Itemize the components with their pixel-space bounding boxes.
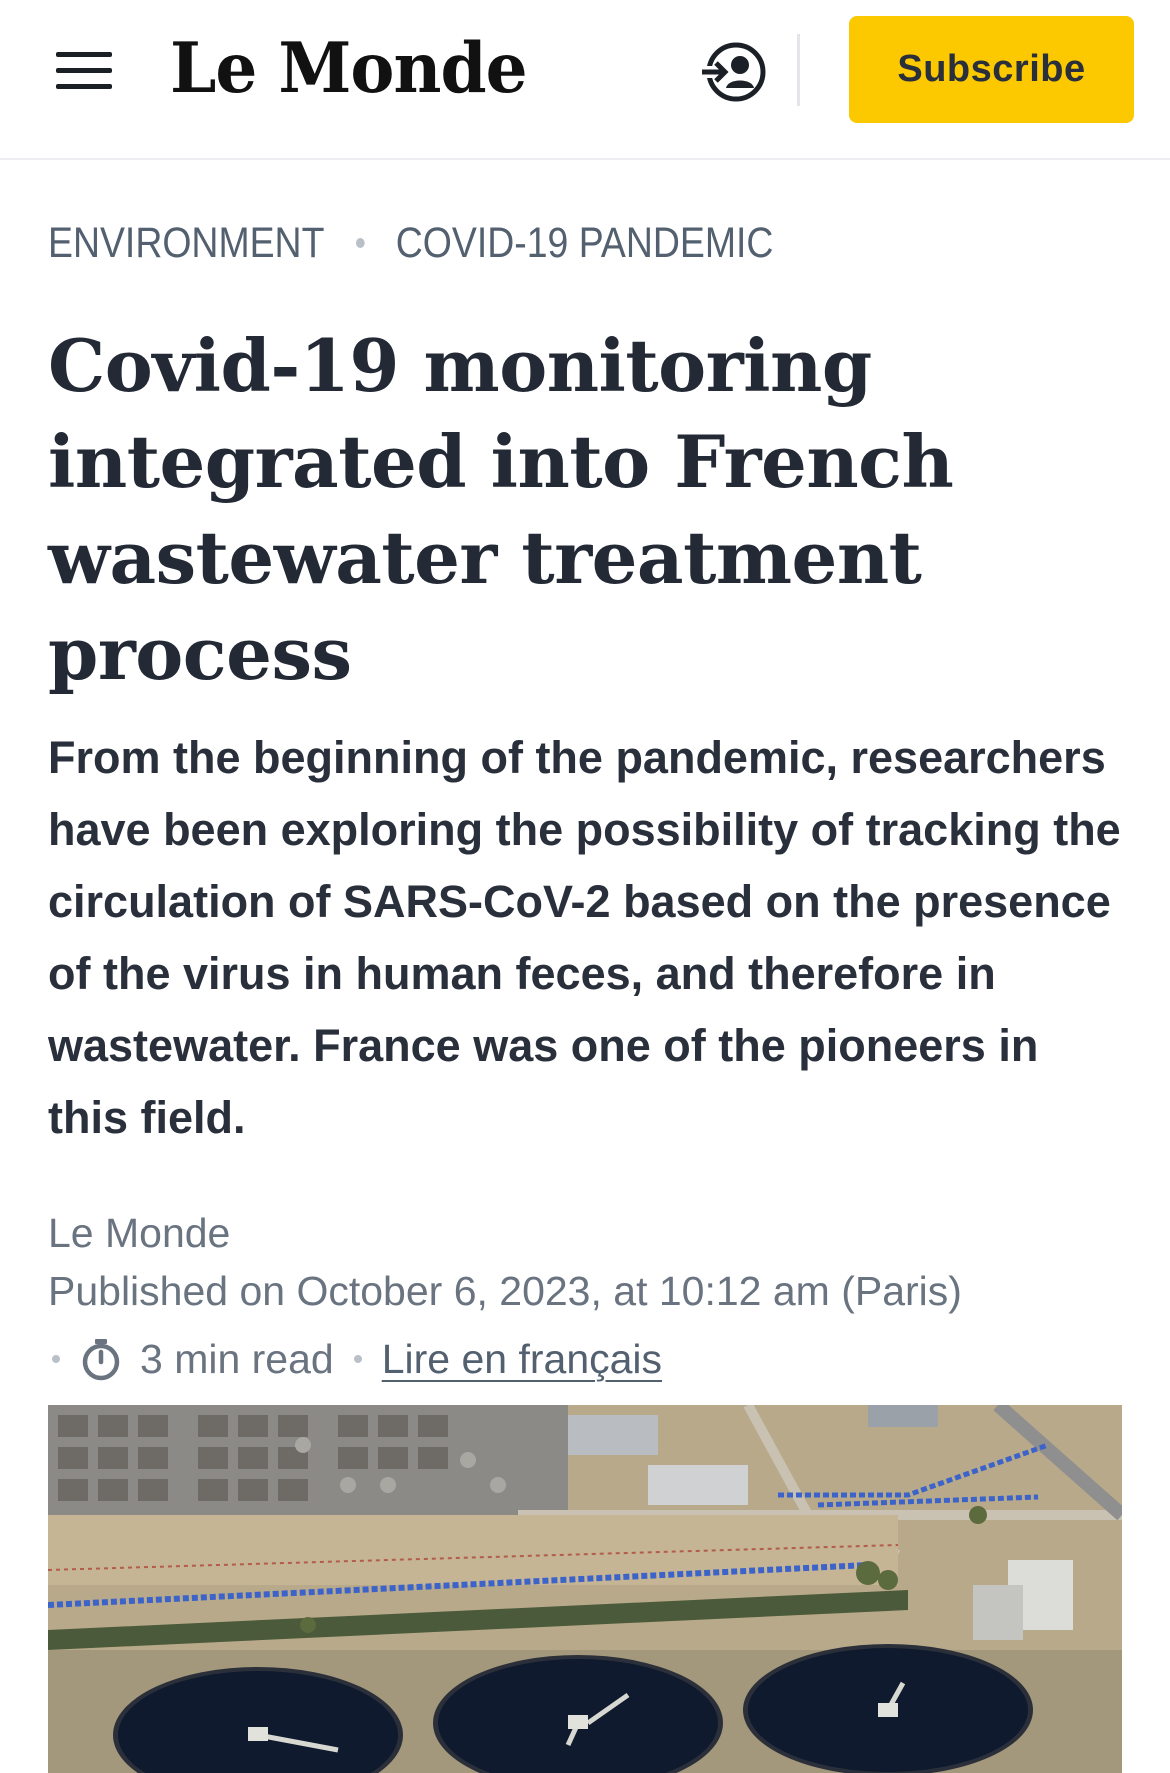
read-time: 3 min read: [140, 1335, 334, 1382]
tag-environment[interactable]: ENVIRONMENT: [48, 218, 325, 267]
publish-date: Published on October 6, 2023, at 10:12 am (Paris): [48, 1268, 962, 1314]
stopwatch-icon: [80, 1337, 122, 1381]
breadcrumb: [48, 218, 773, 268]
meta-row: [48, 1321, 1128, 1397]
subscribe-button[interactable]: Subscribe: [849, 16, 1134, 123]
meta-separator: [52, 1355, 60, 1363]
article-title: Covid-19 monitoring integrated into French wastewater treatment process: [48, 323, 954, 696]
meta-separator: [354, 1355, 362, 1363]
login-account-icon[interactable]: [698, 36, 770, 108]
header-divider: [797, 34, 800, 106]
tag-separator: [356, 238, 365, 248]
article-hero-image[interactable]: [48, 1405, 1122, 1773]
tag-covid-19-pandemic[interactable]: COVID-19 PANDEMIC: [395, 218, 774, 267]
top-header: [0, 0, 1170, 160]
article-author[interactable]: Le Monde: [48, 1210, 231, 1256]
read-in-french-link[interactable]: Lire en français: [381, 1335, 663, 1382]
hamburger-menu-icon[interactable]: [56, 50, 112, 90]
article-meta: [48, 1205, 1128, 1397]
article-lead: From the beginning of the pandemic, researchers have been exploring the possibility of tracking the circulation of SARS-CoV-2 based on the presence of the virus in human feces, and therefore in wastewater. France was one of the pioneers in this field.: [48, 732, 1121, 1143]
le-monde-logo[interactable]: Le Monde: [170, 27, 527, 109]
